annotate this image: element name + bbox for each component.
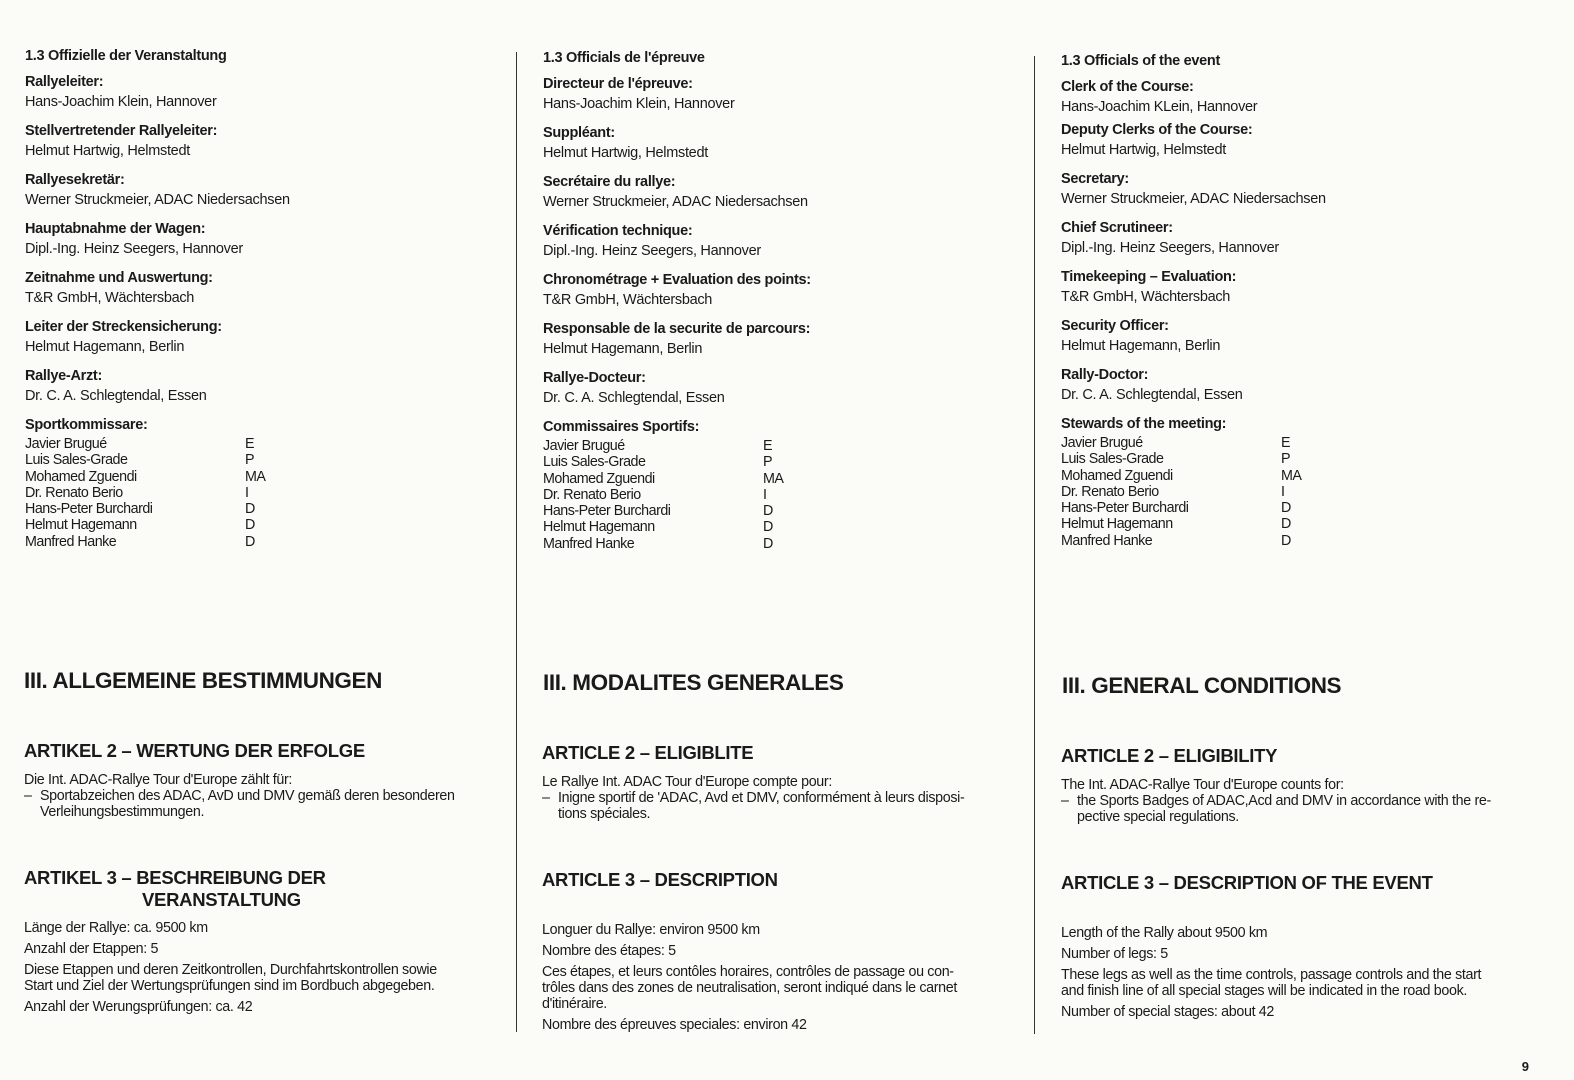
part-title-english: III. GENERAL CONDITIONS — [1062, 673, 1342, 698]
article3-length: Longuer du Rallye: environ 9500 km — [542, 922, 760, 938]
column-french — [543, 50, 1013, 552]
steward-row — [1061, 533, 1541, 549]
steward-country: I — [245, 484, 249, 501]
steward-row — [543, 438, 1013, 454]
official-name: T&R GmbH, Wächtersbach — [543, 292, 713, 308]
steward-row — [1061, 500, 1541, 516]
part-title-german: III. ALLGEMEINE BESTIMMUNGEN — [24, 668, 382, 693]
official-role: Vérification technique: — [543, 223, 693, 239]
official-role: Deputy Clerks of the Course: — [1061, 122, 1253, 138]
steward-name: Manfred Hanke — [543, 535, 635, 552]
article3-body-french — [542, 922, 1012, 1038]
steward-name: Dr. Renato Berio — [25, 484, 123, 501]
article3-legs: Anzahl der Etappen: 5 — [24, 941, 159, 957]
article3-stages: Anzahl der Werungsprüfungen: ca. 42 — [24, 999, 253, 1015]
article3-title-english — [1061, 872, 1433, 894]
controls-line: d'itinéraire. — [542, 996, 607, 1012]
official-entry — [25, 318, 505, 358]
official-entry — [25, 171, 505, 211]
official-role: Responsable de la securite de parcours: — [543, 321, 811, 337]
article2-body-english — [1061, 777, 1541, 825]
article2-intro: Die Int. ADAC-Rallye Tour d'Europe zählt für: — [24, 772, 293, 788]
steward-name: Manfred Hanke — [25, 533, 117, 550]
steward-name: Mohamed Zguendi — [1061, 467, 1173, 484]
article2-body-german — [24, 772, 504, 820]
bullet-line: Verleihungsbestimmungen. — [40, 804, 205, 820]
section-heading: 1.3 Officials of the event — [1061, 53, 1220, 69]
official-name: Hans-Joachim Klein, Hannover — [25, 94, 217, 110]
official-name: Hans-Joachim Klein, Hannover — [543, 96, 735, 112]
official-role: Clerk of the Course: — [1061, 79, 1194, 95]
steward-name: Helmut Hagemann — [1061, 516, 1173, 533]
article3-title-line: ARTICLE 3 – DESCRIPTION — [542, 869, 778, 890]
steward-row — [543, 454, 1013, 470]
article3-stages: Nombre des épreuves speciales: environ 42 — [542, 1017, 807, 1033]
official-role: Suppléant: — [543, 125, 615, 141]
official-entry — [543, 173, 1013, 213]
stewards-list — [1061, 435, 1541, 549]
official-role: Rallyeleiter: — [25, 74, 104, 90]
steward-country: D — [1281, 532, 1291, 549]
official-name: Hans-Joachim KLein, Hannover — [1061, 99, 1258, 115]
steward-name: Hans-Peter Burchardi — [543, 503, 671, 520]
official-name: Werner Struckmeier, ADAC Niedersachsen — [543, 194, 808, 210]
official-role: Rallye-Docteur: — [543, 370, 646, 386]
article2-title-english: ARTICLE 2 – ELIGIBILITY — [1061, 745, 1278, 766]
stewards-list — [543, 438, 1013, 552]
steward-country: D — [763, 535, 773, 552]
steward-name: Javier Brugué — [1061, 435, 1143, 451]
steward-name: Javier Brugué — [25, 436, 107, 452]
official-role: Rallye-Arzt: — [25, 368, 102, 384]
article3-controls — [24, 962, 504, 994]
part-title-french: III. MODALITES GENERALES — [543, 670, 844, 695]
official-role: Stellvertretender Rallyeleiter: — [25, 123, 218, 139]
bullet-dash: – — [542, 790, 550, 806]
steward-row — [1061, 451, 1541, 467]
official-role: Chronométrage + Evaluation des points: — [543, 272, 811, 288]
steward-name: Luis Sales-Grade — [543, 454, 646, 471]
official-name: T&R GmbH, Wächtersbach — [25, 290, 195, 306]
section-heading: 1.3 Offizielle der Veranstaltung — [25, 48, 227, 64]
official-entry — [1061, 219, 1541, 259]
article3-legs: Nombre des étapes: 5 — [542, 943, 676, 959]
controls-line: Ces étapes, et leurs contôles horaires, contrôles de passage ou con- — [542, 964, 954, 980]
official-entry — [543, 75, 1013, 115]
steward-row — [543, 487, 1013, 503]
steward-country: D — [245, 533, 255, 550]
steward-name: Luis Sales-Grade — [1061, 451, 1164, 468]
official-name: Dipl.-Ing. Heinz Seegers, Hannover — [1061, 240, 1279, 256]
steward-name: Manfred Hanke — [1061, 532, 1153, 549]
official-name: Helmut Hagemann, Berlin — [1061, 338, 1221, 354]
bullet-line: tions spéciales. — [558, 806, 651, 822]
stewards-list — [25, 436, 505, 550]
bullet-dash: – — [1061, 793, 1069, 809]
column-divider-2 — [1034, 56, 1035, 1034]
article3-title-line: VERANSTALTUNG — [142, 889, 301, 910]
controls-line: Start und Ziel der Wertungsprüfungen sind im Bordbuch abgegeben. — [24, 978, 435, 994]
steward-name: Mohamed Zguendi — [25, 468, 137, 485]
official-name: Dr. C. A. Schlegtendal, Essen — [543, 390, 725, 406]
article2-bullet — [1061, 793, 1541, 825]
steward-row — [25, 485, 505, 501]
article2-bullet — [24, 788, 504, 820]
controls-line: and finish line of all special stages will be indicated in the road book. — [1061, 983, 1468, 999]
steward-row — [25, 534, 505, 550]
steward-name: Mohamed Zguendi — [543, 470, 655, 487]
article2-intro: The Int. ADAC-Rallye Tour d'Europe counts for: — [1061, 777, 1344, 793]
steward-country: I — [1281, 483, 1285, 500]
article2-bullet — [542, 790, 1012, 822]
section-heading: 1.3 Officials de l'épreuve — [543, 50, 705, 66]
official-entry — [25, 73, 505, 113]
official-entry — [543, 124, 1013, 164]
steward-row — [543, 536, 1013, 552]
official-name: Werner Struckmeier, ADAC Niedersachsen — [1061, 191, 1326, 207]
controls-line: These legs as well as the time controls, passage controls and the start — [1061, 967, 1482, 983]
steward-row — [25, 452, 505, 468]
official-name: Helmut Hartwig, Helmstedt — [25, 143, 190, 159]
official-role: Hauptabnahme der Wagen: — [25, 221, 206, 237]
steward-name: Hans-Peter Burchardi — [25, 501, 153, 518]
steward-row — [25, 436, 505, 452]
column-english — [1061, 53, 1541, 549]
article2-title-german: ARTIKEL 2 – WERTUNG DER ERFOLGE — [24, 740, 365, 761]
official-entry — [25, 122, 505, 162]
bullet-line: pective special regulations. — [1077, 809, 1239, 825]
stewards-heading: Stewards of the meeting: — [1061, 416, 1227, 432]
steward-country: MA — [245, 468, 266, 485]
official-entry — [543, 369, 1013, 409]
steward-row — [1061, 484, 1541, 500]
steward-name: Helmut Hagemann — [25, 517, 137, 534]
steward-row — [25, 501, 505, 517]
steward-country: P — [245, 452, 255, 469]
official-name: Dr. C. A. Schlegtendal, Essen — [1061, 387, 1243, 403]
bullet-dash: – — [24, 788, 32, 804]
steward-country: MA — [763, 470, 784, 487]
steward-row — [543, 471, 1013, 487]
article2-intro: Le Rallye Int. ADAC Tour d'Europe compte pour: — [542, 774, 832, 790]
bullet-line: the Sports Badges of ADAC,Acd and DMV in accordance with the re- — [1077, 793, 1491, 809]
steward-row — [1061, 435, 1541, 451]
steward-country: MA — [1281, 467, 1302, 484]
article3-title-line: ARTICLE 3 – DESCRIPTION OF THE EVENT — [1061, 872, 1433, 893]
official-role: Rallyesekretär: — [25, 172, 125, 188]
page-number: 9 — [1521, 1059, 1529, 1074]
official-entry — [25, 220, 505, 260]
article3-title-french — [542, 869, 778, 891]
steward-row — [543, 503, 1013, 519]
bullet-line: Inigne sportif de 'ADAC, Avd et DMV, conformément à leurs disposi- — [558, 790, 965, 806]
official-entry — [543, 271, 1013, 311]
official-name: Helmut Hagemann, Berlin — [543, 341, 703, 357]
official-role: Chief Scrutineer: — [1061, 220, 1173, 236]
steward-name: Dr. Renato Berio — [543, 486, 641, 503]
official-entry — [1061, 121, 1541, 161]
steward-country: I — [763, 486, 767, 503]
official-name: Dipl.-Ing. Heinz Seegers, Hannover — [543, 243, 761, 259]
article2-title-french: ARTICLE 2 – ELIGIBLITE — [542, 742, 754, 763]
article3-length: Länge der Rallye: ca. 9500 km — [24, 920, 208, 936]
official-entry — [543, 222, 1013, 262]
official-entry — [25, 367, 505, 407]
steward-country: E — [763, 438, 773, 454]
column-german — [25, 48, 505, 550]
steward-name: Javier Brugué — [543, 438, 625, 454]
official-name: Helmut Hartwig, Helmstedt — [543, 145, 708, 161]
official-entry — [1061, 317, 1541, 357]
article3-title-german — [24, 867, 326, 911]
article3-legs: Number of legs: 5 — [1061, 946, 1168, 962]
steward-country: D — [1281, 516, 1291, 533]
official-entry — [1061, 366, 1541, 406]
official-name: Werner Struckmeier, ADAC Niedersachsen — [25, 192, 290, 208]
controls-line: Diese Etappen und deren Zeitkontrollen, Durchfahrtskontrollen sowie — [24, 962, 437, 978]
steward-name: Hans-Peter Burchardi — [1061, 500, 1189, 517]
article3-controls — [542, 964, 1012, 1012]
official-entry — [543, 320, 1013, 360]
official-role: Leiter der Streckensicherung: — [25, 319, 222, 335]
official-entry — [25, 269, 505, 309]
article3-title-line: ARTIKEL 3 – BESCHREIBUNG DER — [24, 867, 326, 888]
controls-line: trôles dans des zones de neutralisation, seront indiqué dans le carnet — [542, 980, 958, 996]
official-role: Timekeeping – Evaluation: — [1061, 269, 1237, 285]
steward-country: P — [763, 454, 773, 471]
official-role: Secretary: — [1061, 171, 1129, 187]
steward-name: Luis Sales-Grade — [25, 452, 128, 469]
steward-country: P — [1281, 451, 1291, 468]
steward-row — [25, 469, 505, 485]
official-name: Dr. C. A. Schlegtendal, Essen — [25, 388, 207, 404]
official-entry — [1061, 170, 1541, 210]
official-role: Secrétaire du rallye: — [543, 174, 676, 190]
official-name: Helmut Hagemann, Berlin — [25, 339, 185, 355]
bullet-line: Sportabzeichen des ADAC, AvD und DMV gemäß deren besonderen — [40, 788, 455, 804]
steward-name: Dr. Renato Berio — [1061, 483, 1159, 500]
official-entry — [1061, 78, 1541, 118]
article3-body-german — [24, 920, 504, 1020]
steward-row — [1061, 516, 1541, 532]
steward-country: D — [763, 519, 773, 536]
article3-stages: Number of special stages: about 42 — [1061, 1004, 1275, 1020]
steward-country: E — [245, 436, 255, 452]
steward-row — [543, 519, 1013, 535]
article2-body-french — [542, 774, 1012, 822]
steward-row — [1061, 468, 1541, 484]
official-entry — [1061, 268, 1541, 308]
official-name: Helmut Hartwig, Helmstedt — [1061, 142, 1226, 158]
official-name: Dipl.-Ing. Heinz Seegers, Hannover — [25, 241, 243, 257]
steward-country: D — [245, 501, 255, 518]
official-role: Directeur de l'épreuve: — [543, 76, 693, 92]
steward-country: E — [1281, 435, 1291, 451]
article3-body-english — [1061, 925, 1541, 1025]
official-name: T&R GmbH, Wächtersbach — [1061, 289, 1231, 305]
steward-country: D — [763, 503, 773, 520]
stewards-heading: Commissaires Sportifs: — [543, 419, 700, 435]
steward-country: D — [1281, 500, 1291, 517]
steward-country: D — [245, 517, 255, 534]
official-role: Zeitnahme und Auswertung: — [25, 270, 213, 286]
steward-name: Helmut Hagemann — [543, 519, 655, 536]
column-divider-1 — [516, 52, 517, 1032]
article3-length: Length of the Rally about 9500 km — [1061, 925, 1268, 941]
stewards-heading: Sportkommissare: — [25, 417, 148, 433]
steward-row — [25, 517, 505, 533]
article3-controls — [1061, 967, 1541, 999]
official-role: Rally-Doctor: — [1061, 367, 1149, 383]
official-role: Security Officer: — [1061, 318, 1169, 334]
